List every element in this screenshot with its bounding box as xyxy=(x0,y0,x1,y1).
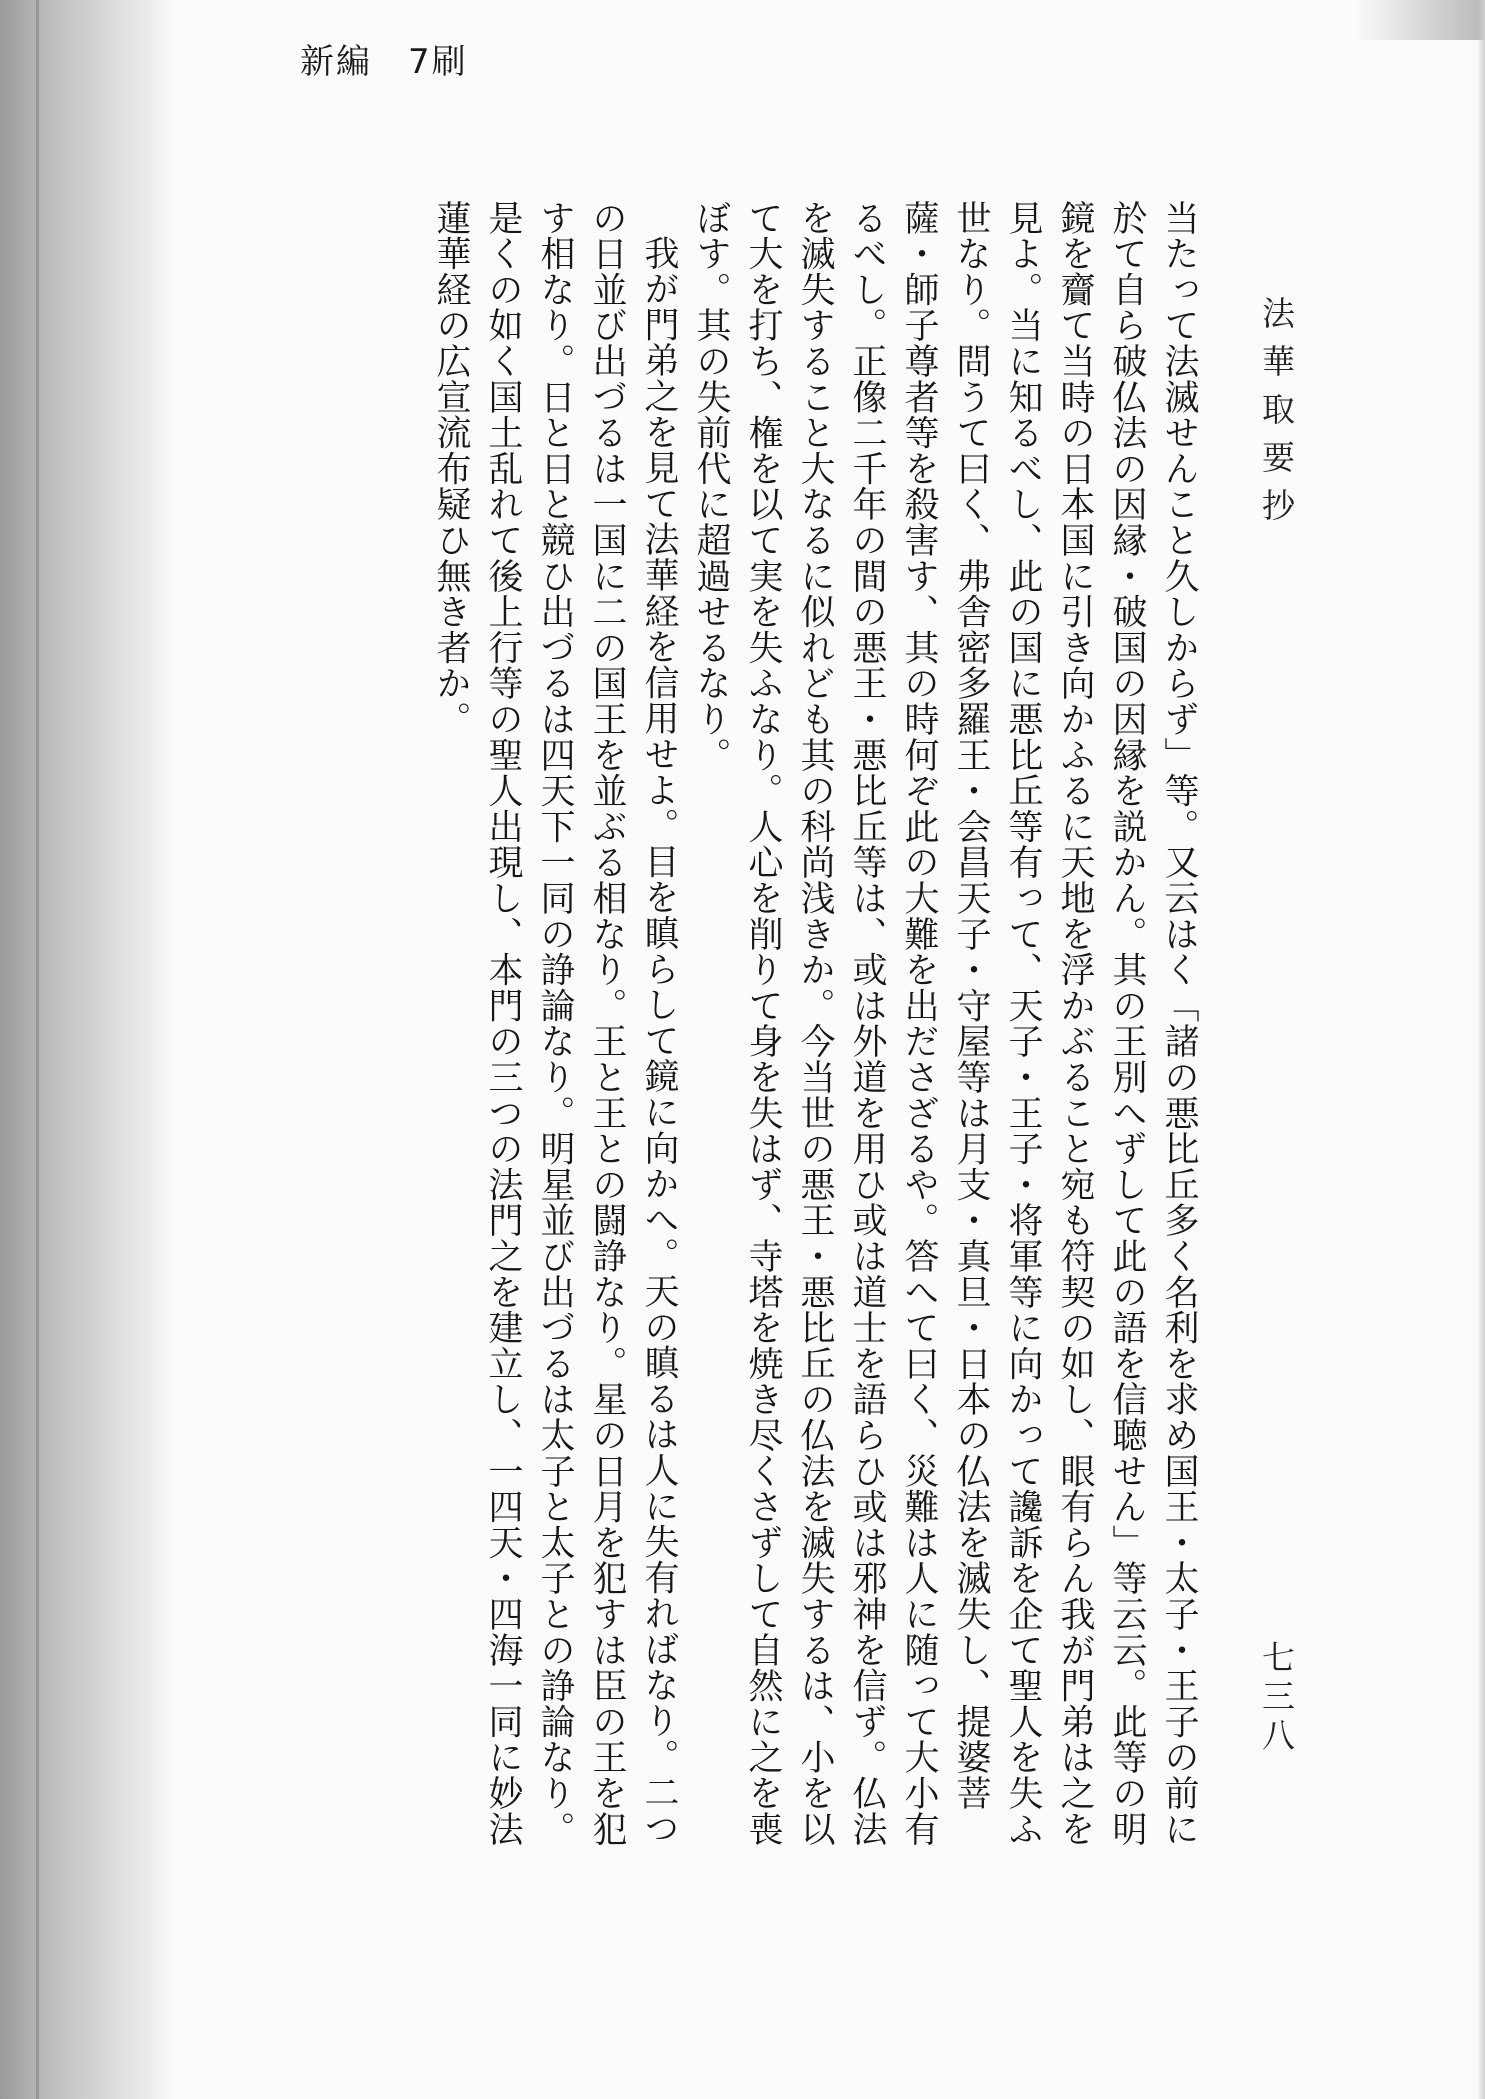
running-header-title: 法華取要抄 xyxy=(1257,296,1296,536)
page-right-edge xyxy=(1477,0,1485,2099)
paragraph: 我が門弟之を見て法華経を信用せよ。目を瞋らして鏡に向かへ。天の瞋るは人に失有ればなり。二つの日並び出づるは一国に二の国王を並ぶる相なり。王と王との闘諍なり。星の日月を犯すは臣の王を犯す相なり。日と日と競ひ出づるは四天下一同の諍論なり。明星並び出づるは太子と太子との諍論なり。是くの如く国土乱れて後上行等の聖人出現し、本門の三つの法門之を建立し、一四天・四海一同に妙法蓮華経の広宣流布疑ひ無き者か。 xyxy=(431,200,679,1847)
paragraph: 当たって法滅せんこと久しからず」等。又云はく「諸の悪比丘多く名利を求め国王・太子・王子の前に於て自ら破仏法の因縁・破国の因縁を説かん。其の王別へずして此の語を信聴せん」等云云。此等の明鏡を齎て当時の日本国に引き向かふるに天地を浮かぶること宛も符契の如し、眼有らん我が門弟は之を見よ。当に知るべし、此の国に悪比丘等有って、天子・王子・将軍等に向かって讒訴を企て聖人を失ふ世なり。問うて曰く、弗舎密多羅王・会昌天子・守屋等は月支・真旦・日本の仏法を滅失し、提婆菩薩・師子尊者等を殺害す、其の時何ぞ此の大難を出ださざるや。答へて曰く、災難は人に随って大小有るべし。正像二千年の間の悪王・悪比丘等は、或は外道を用ひ或は道士を語らひ或は邪神を信ず。仏法を滅失すること大なるに似れども其の科尚浅きか。今当世の悪王・悪比丘の仏法を滅失するは、小を以て大を打ち、権を以て実を失ふなり。人心を削りて身を失はず、寺塔を焼き尽くさずして自然に之を喪ぼす。其の失前代に超過せるなり。 xyxy=(691,200,1199,1847)
page-corner-shade xyxy=(1355,0,1485,40)
body-text xyxy=(405,200,1205,1850)
binding-gutter-edge xyxy=(36,0,39,2099)
page-number: 七三八 xyxy=(1257,1640,1296,1757)
print-edition-label: 新編 7刷 xyxy=(300,42,468,82)
binding-gutter-shadow xyxy=(0,0,175,2099)
